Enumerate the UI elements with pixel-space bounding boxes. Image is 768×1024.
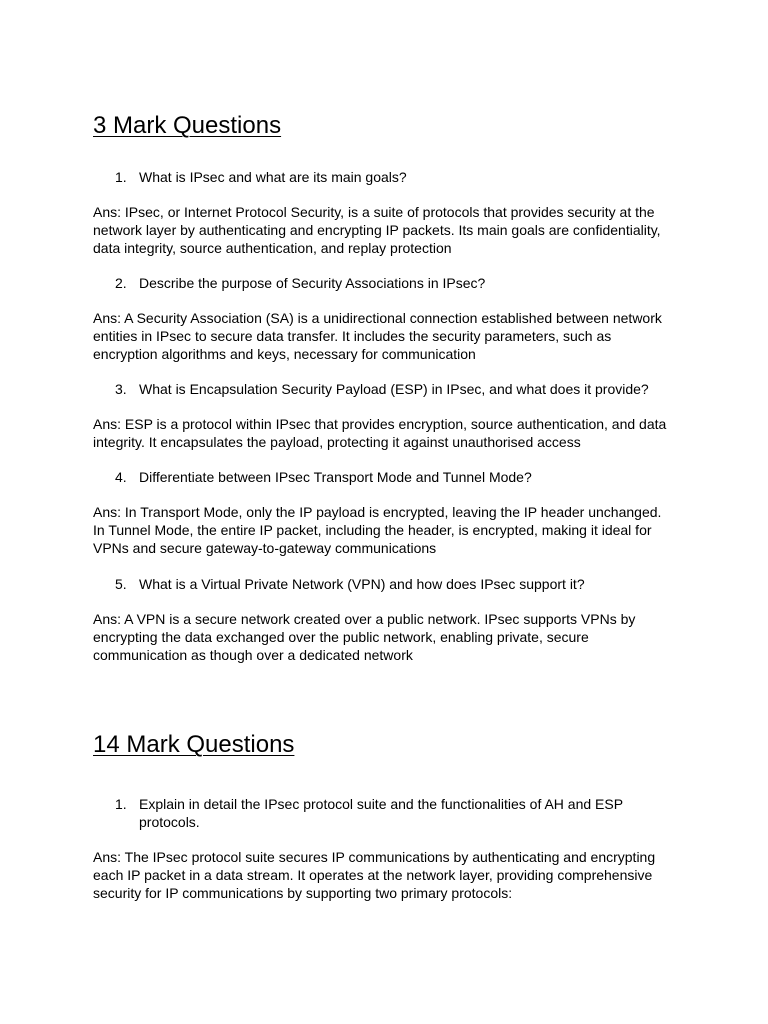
- answer-line: Ans: A VPN is a secure network created over a public network. IPsec supports VPNs by: [93, 611, 636, 627]
- answer-line: VPNs and secure gateway-to-gateway communications: [93, 540, 437, 556]
- question-text: [139, 795, 675, 831]
- answer-line: entities in IPsec to secure data transfer. It includes the security parameters, such as: [93, 328, 612, 344]
- question-item: [115, 168, 675, 186]
- answer-block: [93, 610, 683, 664]
- answer-block: [93, 415, 683, 451]
- question-number: 1.: [115, 796, 127, 812]
- question-item: [115, 795, 675, 831]
- answer-line: encrypting the data exchanged over the public network, enabling private, secure: [93, 629, 589, 645]
- question-number: 4.: [115, 469, 127, 485]
- answer-line: encryption algorithms and keys, necessary for communication: [93, 346, 476, 362]
- question-number: 5.: [115, 576, 127, 592]
- question-item: [115, 468, 675, 486]
- question-number: 2.: [115, 275, 127, 291]
- question-item: [115, 380, 675, 398]
- answer-line: communication as though over a dedicated network: [93, 647, 413, 663]
- answer-line: In Tunnel Mode, the entire IP packet, including the header, is encrypted, making it ideal for: [93, 522, 652, 538]
- question-line: Explain in detail the IPsec protocol suite and the functionalities of AH and ESP: [139, 796, 624, 812]
- answer-block: [93, 309, 683, 363]
- section-heading-3-mark: 3 Mark Questions: [93, 112, 282, 139]
- question-text: What is a Virtual Private Network (VPN) and how does IPsec support it?: [139, 576, 585, 592]
- answer-line: Ans: IPsec, or Internet Protocol Security, is a suite of protocols that provides security at the: [93, 204, 655, 220]
- answer-line: integrity. It encapsulates the payload, protecting it against unauthorised access: [93, 434, 581, 450]
- question-item: [115, 575, 675, 593]
- answer-line: Ans: In Transport Mode, only the IP payload is encrypted, leaving the IP header unchanged.: [93, 504, 662, 520]
- answer-line: network layer by authenticating and encrypting IP packets. Its main goals are confidentiality,: [93, 222, 661, 238]
- answer-line: Ans: The IPsec protocol suite secures IP communications by authenticating and encrypting: [93, 849, 656, 865]
- question-text: What is IPsec and what are its main goals?: [139, 169, 407, 185]
- answer-line: data integrity, source authentication, and replay protection: [93, 240, 452, 256]
- question-number: 3.: [115, 381, 127, 397]
- question-text: What is Encapsulation Security Payload (ESP) in IPsec, and what does it provide?: [139, 381, 649, 397]
- answer-block: [93, 203, 683, 257]
- question-text: Describe the purpose of Security Associations in IPsec?: [139, 275, 486, 291]
- section-heading-14-mark: 14 Mark Questions: [93, 731, 295, 758]
- answer-line: Ans: A Security Association (SA) is a unidirectional connection established between network: [93, 310, 662, 326]
- answer-line: security for IP communications by supporting two primary protocols:: [93, 885, 513, 901]
- answer-line: each IP packet in a data stream. It operates at the network layer, providing comprehensive: [93, 867, 653, 883]
- answer-block: [93, 503, 683, 557]
- question-line: protocols.: [139, 814, 200, 830]
- answer-line: Ans: ESP is a protocol within IPsec that provides encryption, source authentication, and data: [93, 416, 667, 432]
- answer-block: [93, 848, 683, 902]
- question-number: 1.: [115, 169, 127, 185]
- question-item: [115, 274, 675, 292]
- question-text: Differentiate between IPsec Transport Mode and Tunnel Mode?: [139, 469, 532, 485]
